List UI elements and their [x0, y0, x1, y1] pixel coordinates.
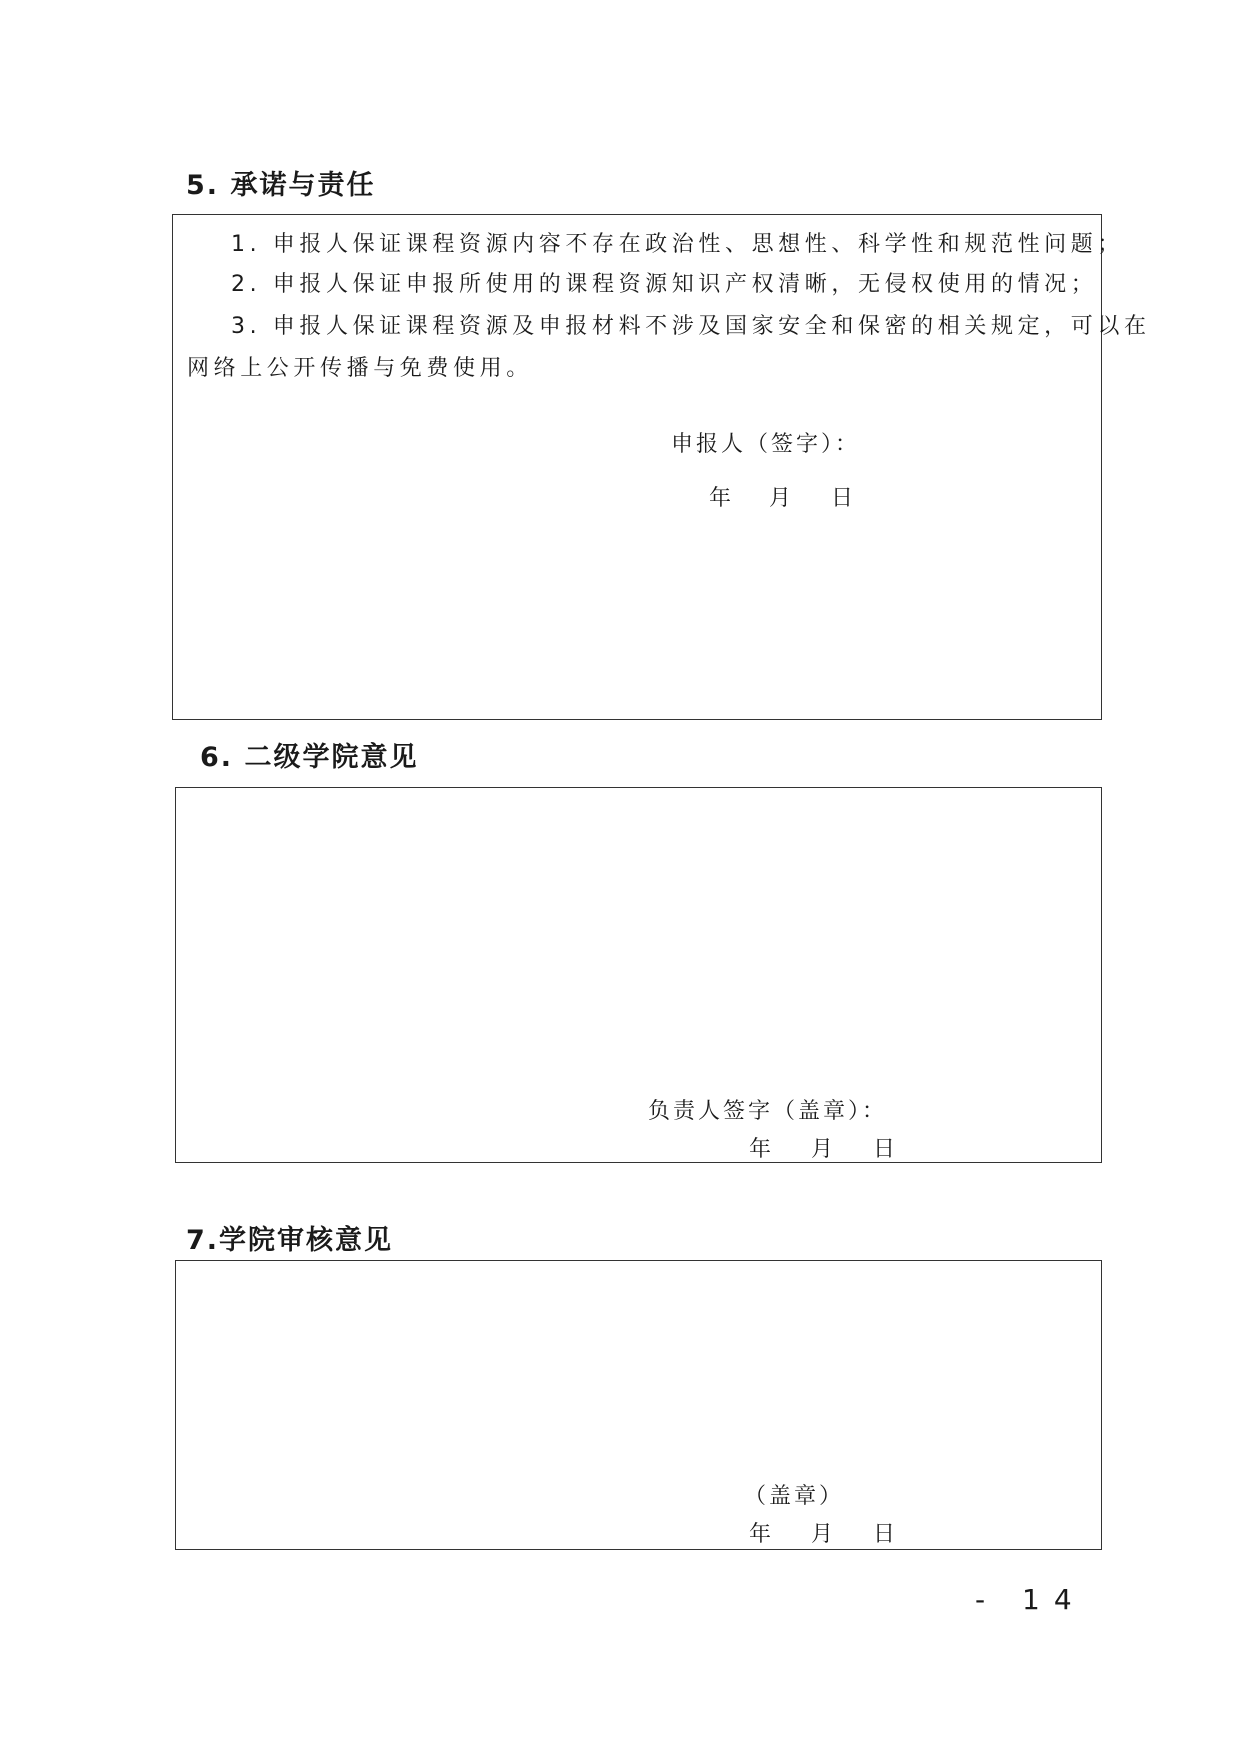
responsible-date	[749, 1132, 949, 1162]
date-day: 日	[873, 1522, 896, 1547]
seal-label: （盖章）	[744, 1484, 845, 1509]
date-month: 月	[811, 1522, 834, 1547]
review-date	[749, 1517, 949, 1547]
date-month: 月	[811, 1137, 834, 1162]
commitment-item-3-cont: 网络上公开传播与免费使用。	[187, 356, 533, 381]
date-year: 年	[749, 1137, 772, 1162]
commitment-item-1: 1. 申报人保证课程资源内容不存在政治性、思想性、科学性和规范性问题；	[231, 232, 1124, 257]
college-opinion-box	[175, 787, 1102, 1163]
commitment-box	[172, 214, 1151, 720]
date-year: 年	[749, 1522, 772, 1547]
commitment-item-3: 3. 申报人保证课程资源及申报材料不涉及国家安全和保密的相关规定，可以在	[231, 314, 1151, 339]
section5-heading: 5. 承诺与责任	[186, 170, 376, 201]
review-opinion-box	[175, 1260, 1102, 1550]
date-day: 日	[831, 486, 854, 511]
page-number: - 14	[975, 1583, 1086, 1616]
date-day: 日	[873, 1137, 896, 1162]
date-month: 月	[769, 486, 792, 511]
commitment-item-2: 2. 申报人保证申报所使用的课程资源知识产权清晰，无侵权使用的情况；	[231, 272, 1098, 297]
section7-heading: 7.学院审核意见	[186, 1225, 394, 1256]
responsible-signature-label: 负责人签字（盖章）：	[648, 1099, 888, 1124]
applicant-signature-label: 申报人（签字）：	[671, 432, 861, 457]
applicant-date	[709, 481, 909, 511]
section6-heading: 6. 二级学院意见	[200, 742, 419, 773]
date-year: 年	[709, 486, 732, 511]
